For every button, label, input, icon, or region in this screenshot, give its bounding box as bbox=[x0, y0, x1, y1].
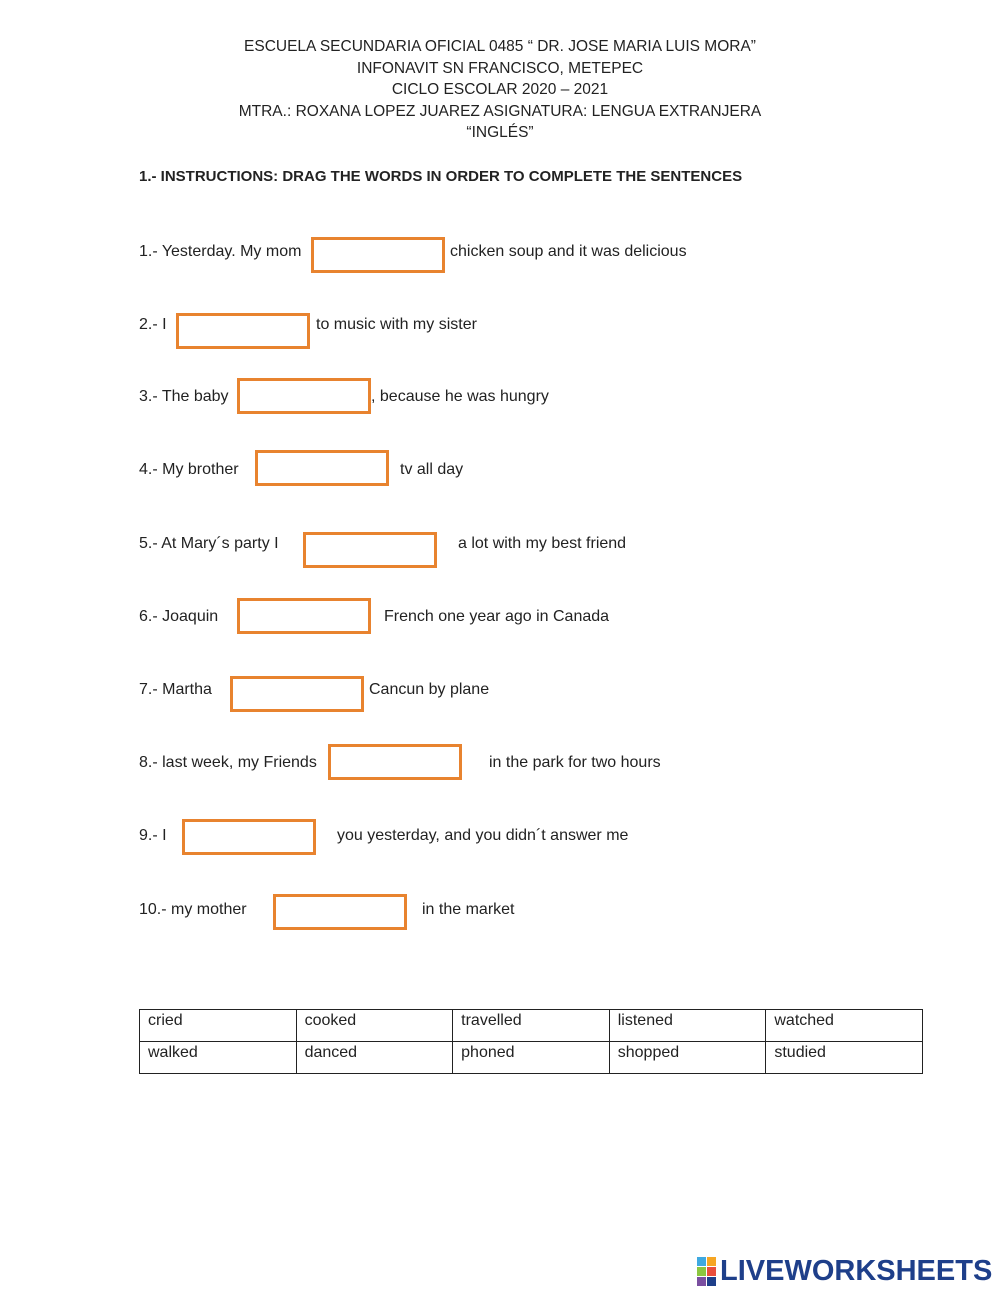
sentence-5-before: 5.- At Mary´s party I bbox=[139, 535, 279, 552]
logo-block bbox=[707, 1267, 716, 1276]
word-tile[interactable] bbox=[453, 1042, 610, 1074]
logo-block bbox=[697, 1277, 706, 1286]
drop-box-1[interactable] bbox=[311, 237, 445, 273]
word-label: studied bbox=[774, 1044, 826, 1061]
subject-name: “INGLÉS” bbox=[466, 124, 534, 141]
sentence-9-before: 9.- I bbox=[139, 827, 167, 844]
word-label: travelled bbox=[461, 1012, 522, 1029]
sentence-3-after: , because he was hungry bbox=[371, 388, 549, 405]
sentence-5-after: a lot with my best friend bbox=[458, 535, 627, 552]
teacher-subject: MTRA.: ROXANA LOPEZ JUAREZ ASIGNATURA: LENGUA EXTRANJERA bbox=[238, 102, 762, 120]
sentence-6-before: 6.- Joaquin bbox=[139, 608, 219, 625]
word-tile[interactable] bbox=[609, 1042, 766, 1074]
logo-block bbox=[697, 1257, 706, 1266]
logo-block bbox=[697, 1267, 706, 1276]
sentence-10-before: 10.- my mother bbox=[139, 901, 247, 918]
sentence-8-after: in the park for two hours bbox=[489, 754, 661, 771]
sentence-4-after: tv all day bbox=[400, 461, 464, 478]
drop-box-4[interactable] bbox=[255, 450, 389, 486]
sentence-7-after: Cancun by plane bbox=[369, 681, 490, 698]
word-tile[interactable] bbox=[766, 1042, 923, 1074]
drop-box-7[interactable] bbox=[230, 676, 364, 712]
sentence-2-before: 2.- I bbox=[139, 316, 167, 333]
drop-box-3[interactable] bbox=[237, 378, 371, 414]
word-bank-row bbox=[140, 1042, 923, 1074]
instructions: 1.- INSTRUCTIONS: DRAG THE WORDS IN ORDER TO COMPLETE THE SENTENCES bbox=[139, 168, 743, 185]
word-tile[interactable] bbox=[609, 1010, 766, 1042]
sentence-6-after: French one year ago in Canada bbox=[384, 608, 610, 625]
sentence-1-before: 1.- Yesterday. My mom bbox=[139, 243, 302, 260]
word-tile[interactable] bbox=[140, 1010, 297, 1042]
drop-box-6[interactable] bbox=[237, 598, 371, 634]
sentence-2-after: to music with my sister bbox=[316, 316, 477, 333]
logo-blocks-icon bbox=[697, 1257, 716, 1286]
word-tile[interactable] bbox=[453, 1010, 610, 1042]
word-bank bbox=[139, 1009, 923, 1074]
sentence-1-after: chicken soup and it was delicious bbox=[450, 243, 687, 260]
drop-box-10[interactable] bbox=[273, 894, 407, 930]
school-year: CICLO ESCOLAR 2020 – 2021 bbox=[391, 81, 609, 98]
word-label: watched bbox=[774, 1012, 834, 1029]
word-tile[interactable] bbox=[296, 1042, 453, 1074]
liveworksheets-logo bbox=[697, 1254, 992, 1288]
word-tile[interactable] bbox=[296, 1010, 453, 1042]
sentence-7-before: 7.- Martha bbox=[139, 681, 212, 698]
school-name: ESCUELA SECUNDARIA OFICIAL 0485 “ DR. JOSE MARIA LUIS MORA” bbox=[244, 38, 756, 55]
sentence-8-before: 8.- last week, my Friends bbox=[139, 754, 317, 771]
drop-box-5[interactable] bbox=[303, 532, 437, 568]
sentence-9-after: you yesterday, and you didn´t answer me bbox=[337, 827, 629, 844]
word-label: cried bbox=[148, 1012, 183, 1029]
word-label: walked bbox=[148, 1044, 198, 1061]
school-address: INFONAVIT SN FRANCISCO, METEPEC bbox=[356, 59, 644, 77]
word-tile[interactable] bbox=[766, 1010, 923, 1042]
word-label: listened bbox=[617, 1012, 673, 1029]
word-label: shopped bbox=[617, 1044, 680, 1061]
drop-box-9[interactable] bbox=[182, 819, 316, 855]
drop-box-8[interactable] bbox=[328, 744, 462, 780]
logo-text: LIVEWORKSHEETS bbox=[720, 1254, 993, 1287]
drop-box-2[interactable] bbox=[176, 313, 310, 349]
sentence-10-after: in the market bbox=[422, 901, 515, 918]
word-label: phoned bbox=[461, 1044, 515, 1061]
word-bank-row bbox=[140, 1010, 923, 1042]
sentence-3-before: 3.- The baby bbox=[139, 388, 229, 405]
word-tile[interactable] bbox=[140, 1042, 297, 1074]
school-header bbox=[0, 36, 1000, 144]
logo-block bbox=[707, 1257, 716, 1266]
word-label: cooked bbox=[304, 1012, 357, 1029]
word-label: danced bbox=[304, 1044, 358, 1061]
logo-block bbox=[707, 1277, 716, 1286]
sentence-4-before: 4.- My brother bbox=[139, 461, 239, 478]
